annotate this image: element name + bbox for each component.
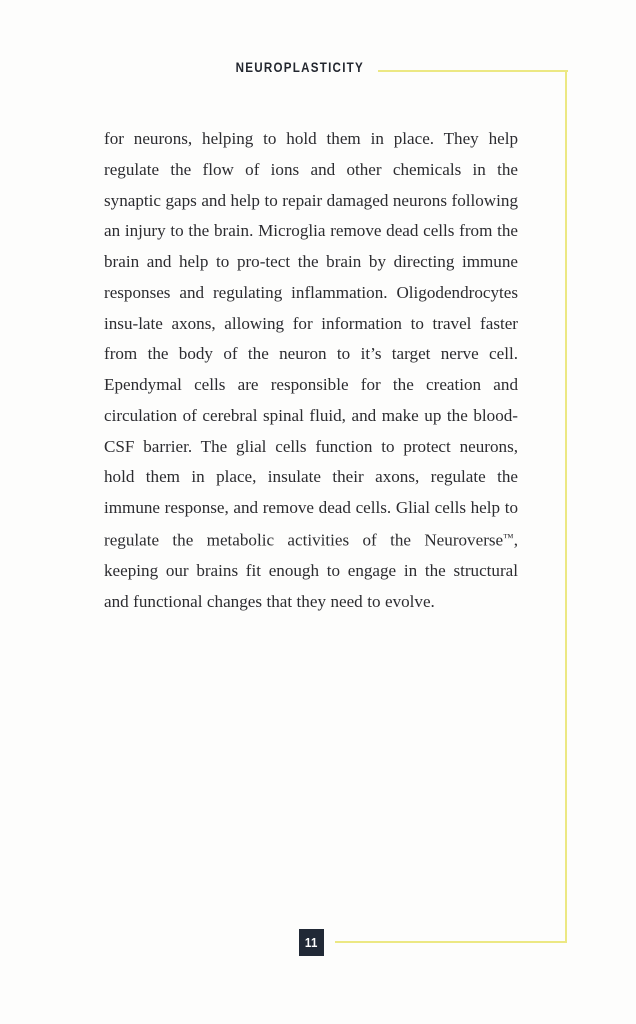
footer-rule-horizontal [335,941,567,943]
page-number-badge [299,929,324,956]
page-number-label: 11 [305,935,318,950]
page-frame-rule-vertical [565,70,567,943]
header-rule-horizontal [378,70,568,72]
running-head-title: NEUROPLASTICITY [235,60,364,75]
body-paragraph: for neurons, helping to hold them in place. They help regulate the flow of ions and other chemicals in the synaptic gaps and help to repair damaged neurons following an injury to the brain. Microglia remove dead cells from the brain and help to pro-tect the brain by directing immune responses and regulating inflammation. Oligodendrocytes insu-late axons, allowing for information to travel faster from the body of the neuron to it’s target nerve cell. Ependymal cells are responsible for the creation and circulation of cerebral spinal fluid, and make up the blood-CSF barrier. The glial cells function to protect neurons, hold them in place, insulate their axons, regulate the immune response, and remove dead cells. Glial cells help to regulate the metabolic activities of the Neuroverse™, keeping our brains fit enough to engage in the structural and functional changes that they need to evolve. [104,129,518,611]
body-text-column [104,124,518,617]
